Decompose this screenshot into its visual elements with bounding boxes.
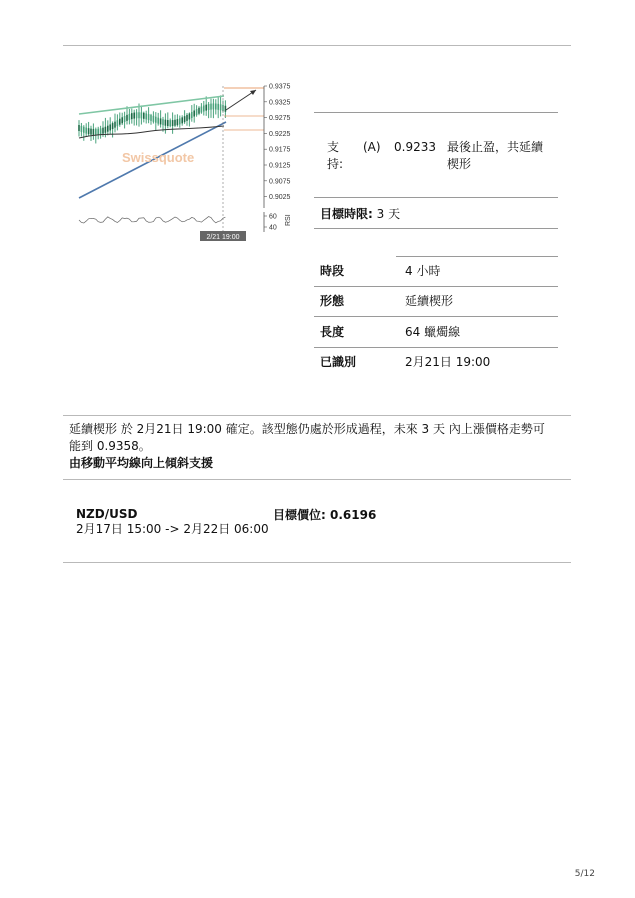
candle-body xyxy=(114,122,116,128)
candles-group xyxy=(78,95,226,143)
detail-key-period: 時段 xyxy=(320,264,345,278)
detail-rule xyxy=(314,286,558,287)
pattern-chart xyxy=(74,80,304,245)
price-tick-label: 0.9075 xyxy=(269,178,291,186)
candle-body xyxy=(210,104,212,110)
candle-body xyxy=(165,120,167,126)
candle-body xyxy=(102,128,104,134)
candle-body xyxy=(93,129,95,135)
rsi-line-group xyxy=(79,217,225,223)
target-period xyxy=(320,206,400,222)
candle-body xyxy=(196,109,198,115)
candle-body xyxy=(107,126,109,132)
details-top-rule xyxy=(396,256,558,257)
pair-target-value: 0.6196 xyxy=(330,508,377,522)
candle-body xyxy=(105,127,107,133)
candle-body xyxy=(186,115,188,121)
detail-key-pattern: 形態 xyxy=(320,294,345,308)
candle-body xyxy=(97,129,99,135)
detail-value-identified: 2月21日 19:00 xyxy=(405,355,491,369)
rsi-label: RSI xyxy=(285,214,292,226)
rsi-tick-label: 40 xyxy=(269,224,277,232)
candle-body xyxy=(193,111,195,117)
candle-body xyxy=(121,117,123,123)
time-label: 2/21 19:00 xyxy=(206,234,240,241)
description xyxy=(69,421,569,472)
support-note: 最後止盈，共延續楔形 xyxy=(447,140,544,171)
detail-key-identified: 已識別 xyxy=(320,355,357,369)
candle-body xyxy=(217,104,219,110)
price-axis-group xyxy=(264,84,291,233)
candle-body xyxy=(162,119,164,125)
candle-body xyxy=(100,128,102,134)
candle-body xyxy=(90,129,92,135)
rsi-tick-label: 60 xyxy=(269,213,277,221)
support-rule xyxy=(314,197,558,198)
candle-body xyxy=(136,112,138,118)
candle-body xyxy=(179,118,181,124)
candle-body xyxy=(85,128,87,134)
candle-body xyxy=(145,113,147,119)
candle-body xyxy=(157,118,159,124)
candle-body xyxy=(88,128,90,134)
candle-body xyxy=(109,124,111,130)
candle-body xyxy=(198,108,200,114)
candle-body xyxy=(203,105,205,111)
price-tick-label: 0.9225 xyxy=(269,130,291,138)
paragraph-bottom-rule xyxy=(63,479,571,480)
price-tick-label: 0.9125 xyxy=(269,162,291,170)
candle-body xyxy=(133,113,135,119)
candle-body xyxy=(117,120,119,126)
detail-rule xyxy=(314,316,558,317)
pair-target xyxy=(273,507,376,523)
candle-body xyxy=(167,120,169,126)
candle-body xyxy=(169,120,171,126)
candle-body xyxy=(191,112,193,118)
pair-bottom-rule xyxy=(63,562,571,563)
page-number: 5/12 xyxy=(574,869,595,879)
projection-arrow-head xyxy=(250,90,256,95)
candle-body xyxy=(160,118,162,124)
price-tick-label: 0.9275 xyxy=(269,115,291,123)
target-period-rule xyxy=(314,228,558,229)
support-label: 支持: xyxy=(327,140,344,171)
rsi-line xyxy=(79,217,225,223)
detail-value-length: 64 蠟燭線 xyxy=(405,325,461,339)
watermark: Swissquote xyxy=(122,150,195,165)
pair-name: NZD/USD xyxy=(76,507,138,521)
pair-target-label: 目標價位: xyxy=(273,508,326,522)
candle-body xyxy=(126,115,128,121)
candle-body xyxy=(201,107,203,113)
candle-body xyxy=(148,114,150,120)
detail-value-pattern: 延續楔形 xyxy=(405,294,454,308)
paragraph-top-rule xyxy=(63,415,571,416)
candle-body xyxy=(138,112,140,118)
candle-body xyxy=(143,113,145,119)
detail-key-length: 長度 xyxy=(320,325,345,339)
candle-body xyxy=(172,120,174,126)
candle-body xyxy=(213,103,215,109)
top-rule xyxy=(63,45,571,46)
price-tick-label: 0.9025 xyxy=(269,194,291,202)
detail-value-period: 4 小時 xyxy=(405,264,441,278)
candle-body xyxy=(124,116,126,122)
support-value: 0.9233 xyxy=(394,140,436,154)
description-line-2: 能到 0.9358。 xyxy=(69,439,151,453)
candle-body xyxy=(174,120,176,126)
support-code: (A) xyxy=(363,140,381,154)
price-tick-label: 0.9325 xyxy=(269,99,291,107)
candle-body xyxy=(225,106,227,112)
candle-body xyxy=(155,117,157,123)
candle-body xyxy=(184,116,186,122)
candle-body xyxy=(215,104,217,110)
candle-body xyxy=(189,113,191,119)
price-tick-label: 0.9375 xyxy=(269,83,291,91)
target-period-label: 目標時限: xyxy=(320,207,373,221)
candle-body xyxy=(177,119,179,125)
candle-body xyxy=(141,112,143,118)
pair-range: 2月17日 15:00 -> 2月22日 06:00 xyxy=(76,522,269,536)
candle-body xyxy=(153,116,155,122)
description-line-1: 延續楔形 於 2月21日 19:00 確定。該型態仍處於形成過程，未來 3 天 內上漲價格走勢可 xyxy=(69,422,545,436)
candle-body xyxy=(95,129,97,135)
detail-rule xyxy=(314,347,558,348)
candle-body xyxy=(119,119,121,125)
candle-body xyxy=(112,123,114,129)
candle-body xyxy=(129,114,131,120)
candle-body xyxy=(81,126,83,132)
upper-trend-line xyxy=(79,96,224,114)
table-top-rule xyxy=(314,112,558,113)
candle-body xyxy=(220,104,222,110)
candle-body xyxy=(78,125,80,131)
candle-body xyxy=(181,117,183,123)
candle-body xyxy=(83,127,85,133)
price-tick-label: 0.9175 xyxy=(269,146,291,154)
candle-body xyxy=(208,104,210,110)
candle-body xyxy=(205,105,207,111)
candle-body xyxy=(131,113,133,119)
candle-body xyxy=(150,115,152,121)
description-emphasis: 由移動平均線向上傾斜支援 xyxy=(69,456,214,470)
target-period-value: 3 天 xyxy=(376,207,401,221)
